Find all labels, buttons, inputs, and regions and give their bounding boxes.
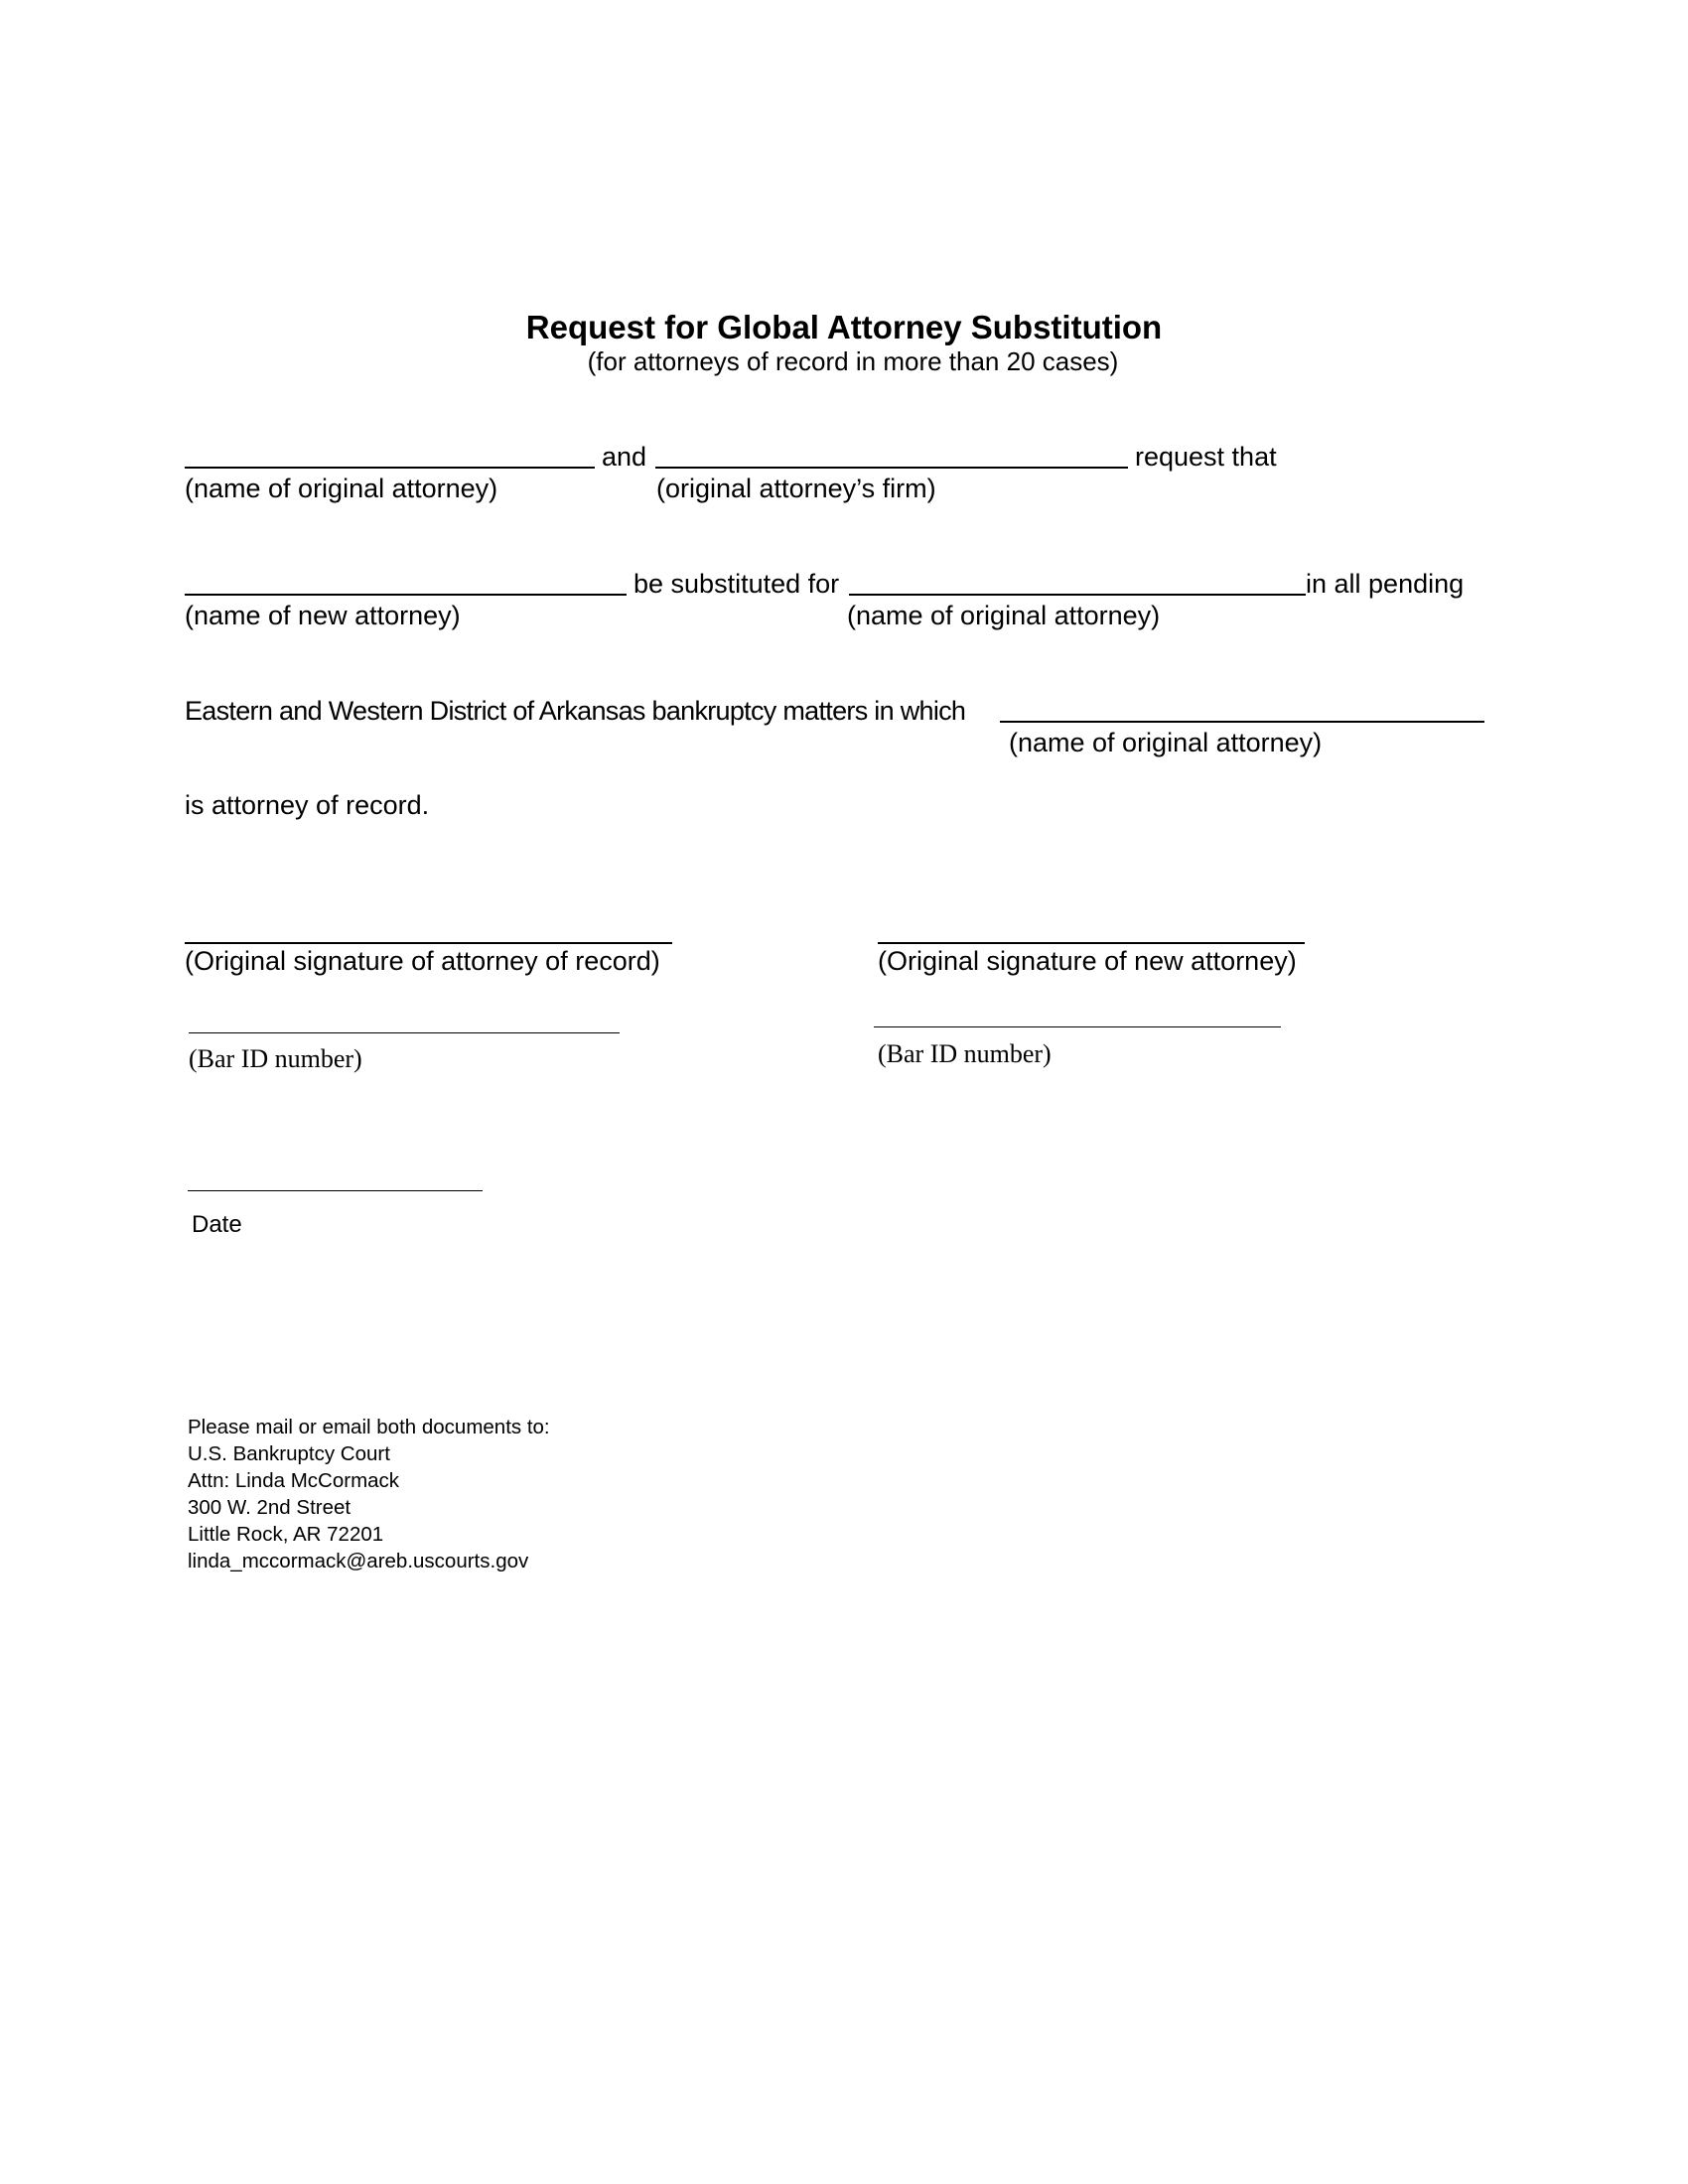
new-attorney-signature-label: (Original signature of new attorney) bbox=[878, 946, 1297, 976]
substituted-attorney-name-label: (name of original attorney) bbox=[847, 601, 1161, 630]
date-field[interactable] bbox=[188, 1190, 483, 1191]
attorney-of-record-name-field[interactable] bbox=[1000, 721, 1484, 723]
date-label: Date bbox=[192, 1211, 242, 1238]
new-attorney-bar-id-field[interactable] bbox=[874, 1026, 1281, 1027]
mailing-line: Little Rock, AR 72201 bbox=[188, 1523, 384, 1546]
attorney-of-record-bar-id-label: (Bar ID number) bbox=[189, 1044, 362, 1073]
row2-tail: in all pending bbox=[1306, 569, 1465, 599]
mailing-line: Please mail or email both documents to: bbox=[188, 1416, 550, 1438]
attorney-of-record-signature-field[interactable] bbox=[185, 942, 672, 944]
mailing-line: Attn: Linda McCormack bbox=[188, 1469, 400, 1492]
new-attorney-name-label: (name of new attorney) bbox=[185, 601, 461, 630]
original-attorney-firm-field[interactable] bbox=[655, 467, 1128, 469]
original-attorney-name-label: (name of original attorney) bbox=[185, 474, 498, 503]
mailing-line: U.S. Bankruptcy Court bbox=[188, 1442, 390, 1465]
attorney-of-record-signature-label: (Original signature of attorney of record) bbox=[185, 946, 660, 976]
district-statement: Eastern and Western District of Arkansas bankruptcy matters in which bbox=[185, 696, 966, 726]
row1-tail: request that bbox=[1135, 442, 1277, 472]
substituted-attorney-name-field[interactable] bbox=[849, 594, 1306, 596]
row1-connector: and bbox=[602, 442, 647, 472]
mailing-line: 300 W. 2nd Street bbox=[188, 1496, 352, 1519]
mailing-email[interactable]: linda_mccormack@areb.uscourts.gov bbox=[188, 1550, 529, 1572]
new-attorney-name-field[interactable] bbox=[185, 594, 627, 596]
attorney-of-record-name-label: (name of original attorney) bbox=[1009, 728, 1323, 757]
attorney-of-record-statement: is attorney of record. bbox=[185, 790, 430, 820]
mailing-instructions bbox=[188, 1414, 550, 1574]
new-attorney-signature-field[interactable] bbox=[878, 942, 1305, 944]
attorney-of-record-bar-id-field[interactable] bbox=[189, 1032, 620, 1033]
new-attorney-bar-id-label: (Bar ID number) bbox=[878, 1039, 1052, 1068]
form-title: Request for Global Attorney Substitution bbox=[525, 309, 1163, 345]
original-attorney-name-field[interactable] bbox=[185, 467, 595, 469]
form-subtitle: (for attorneys of record in more than 20 cases) bbox=[587, 346, 1119, 376]
row2-connector: be substituted for bbox=[633, 569, 840, 599]
original-attorney-firm-label: (original attorney’s firm) bbox=[656, 474, 936, 503]
